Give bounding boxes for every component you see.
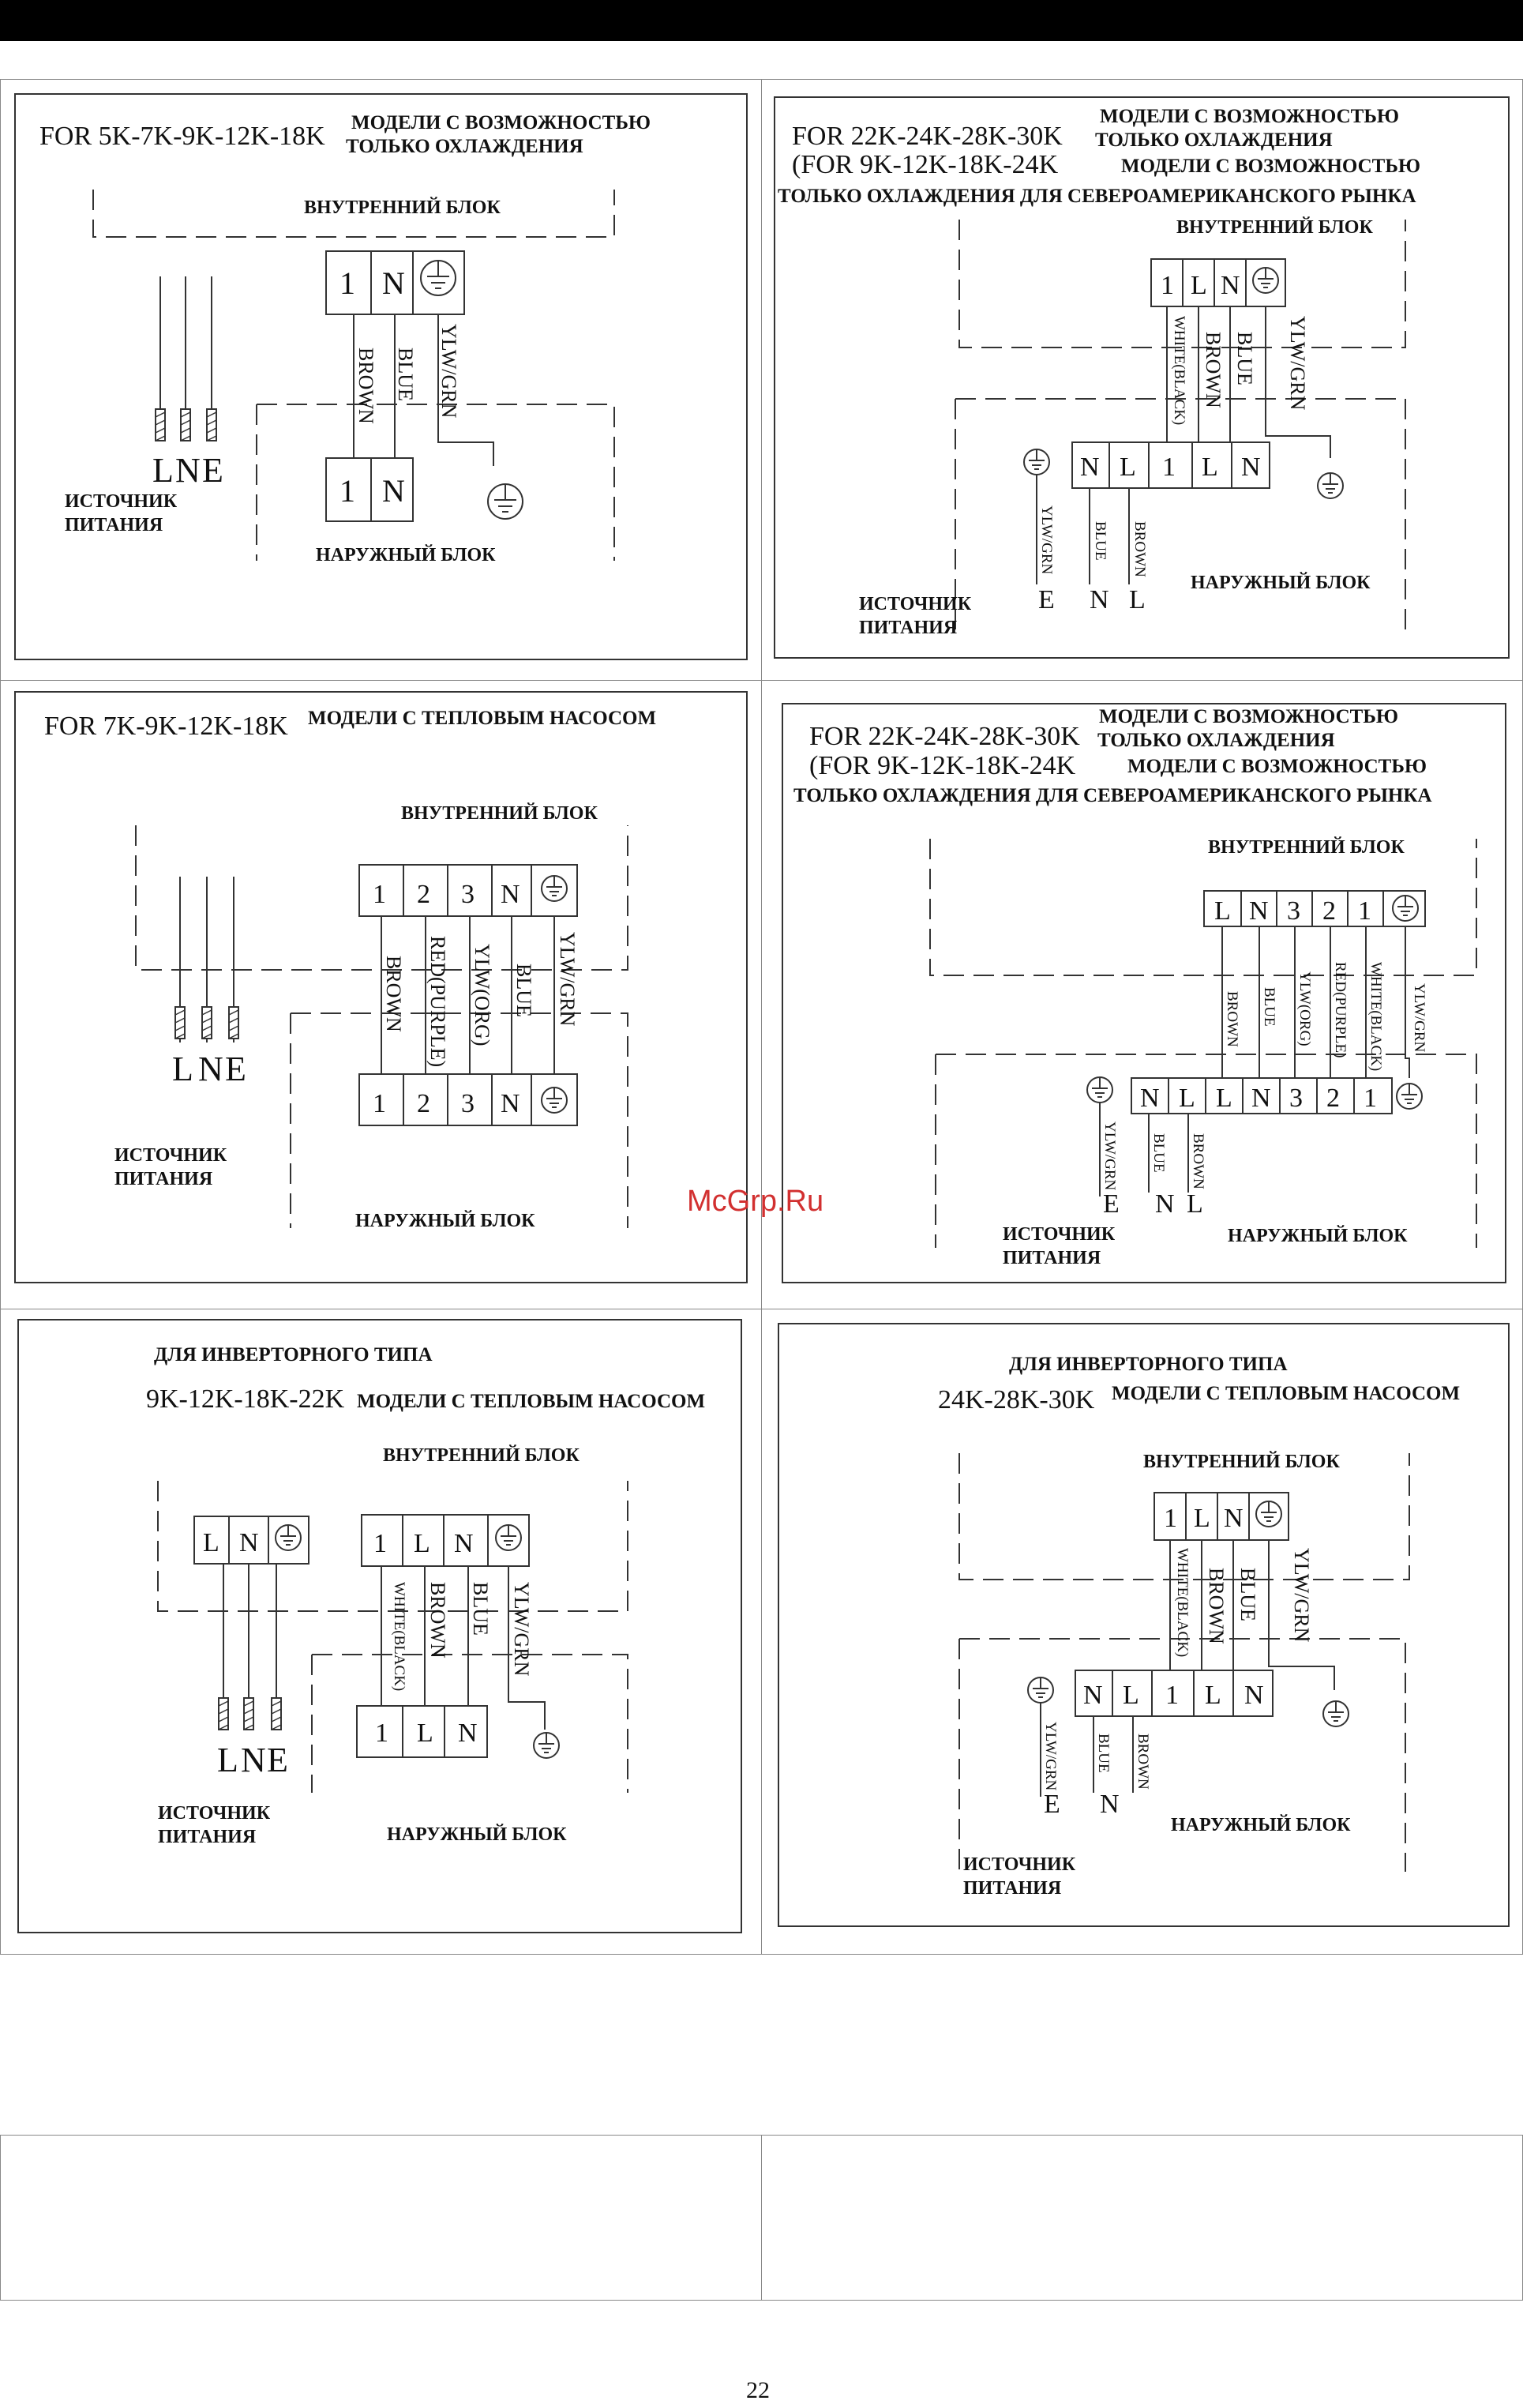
d4-wire-label: YLW/GRN (1411, 983, 1427, 1053)
d3-n: N (198, 1050, 223, 1088)
d5-e: E (267, 1741, 288, 1779)
d5-term: N (458, 1719, 478, 1748)
d2-ru-1: МОДЕЛИ С ВОЗМОЖНОСТЬЮ (1100, 106, 1400, 127)
d4-wire-label: WHITE(BLACK) (1367, 962, 1384, 1072)
d6-source-1: ИСТОЧНИК (963, 1854, 1076, 1875)
d2-source-1: ИСТОЧНИК (859, 594, 972, 614)
d2-source-2: ПИТАНИЯ (859, 618, 958, 638)
diagram-2 (778, 106, 1420, 638)
d4-term: 1 (1358, 896, 1371, 926)
d5-wire-label: YLW/GRN (510, 1582, 533, 1677)
d5-term: N (239, 1528, 259, 1557)
d6-wire-label: BLUE (1236, 1568, 1259, 1621)
d4-ru-3: МОДЕЛИ С ВОЗМОЖНОСТЬЮ (1127, 756, 1427, 777)
d1-ru-2: ТОЛЬКО ОХЛАЖДЕНИЯ (346, 136, 583, 157)
d2-ru-3: МОДЕЛИ С ВОЗМОЖНОСТЬЮ (1121, 156, 1421, 177)
d5-wire-label: BLUE (469, 1582, 492, 1636)
d2-term: L (1191, 271, 1207, 300)
d5-outdoor-label: НАРУЖНЫЙ БЛОК (387, 1824, 567, 1845)
d4-term: N (1251, 1084, 1271, 1113)
d2-outdoor-label: НАРУЖНЫЙ БЛОК (1191, 573, 1371, 593)
d5-wire-label: BROWN (426, 1582, 449, 1659)
d5-term: L (203, 1528, 219, 1557)
d5-title: 9K-12K-18K-22K (146, 1384, 345, 1414)
d4-wire-label: BLUE (1261, 987, 1277, 1027)
d1-indoor-label: ВНУТРЕННИЙ БЛОК (304, 197, 501, 218)
d3-term: 1 (373, 880, 386, 909)
d6-wire-label: BROWN (1135, 1734, 1151, 1790)
d1-term: N (382, 473, 405, 509)
d1-term: 1 (339, 473, 355, 509)
d2-title-2: (FOR 9K-12K-18K-24K (792, 150, 1059, 179)
d3-outdoor-label: НАРУЖНЫЙ БЛОК (355, 1211, 535, 1231)
d5-source-2: ПИТАНИЯ (158, 1827, 257, 1847)
d6-indoor-label: ВНУТРЕННИЙ БЛОК (1143, 1452, 1340, 1472)
d6-term: 1 (1164, 1504, 1177, 1533)
diagram-3 (44, 708, 656, 1231)
d3-wire-label: BROWN (382, 956, 405, 1032)
d4-n: N (1155, 1189, 1175, 1219)
d5-ru-1: МОДЕЛИ С ТЕПЛОВЫМ НАСОСОМ (357, 1391, 706, 1412)
d2-indoor-label: ВНУТРЕННИЙ БЛОК (1176, 217, 1373, 238)
d4-wire-label: YLW(ORG) (1296, 971, 1313, 1046)
d3-term: 2 (417, 880, 430, 909)
d5-term: L (417, 1719, 433, 1748)
d3-source-2: ПИТАНИЯ (114, 1169, 213, 1189)
d1-ru-1: МОДЕЛИ С ВОЗМОЖНОСТЬЮ (351, 112, 651, 133)
d1-term: N (382, 265, 405, 301)
d5-term: 1 (373, 1529, 387, 1558)
d1-l: L (152, 451, 174, 490)
d1-source-2: ПИТАНИЯ (65, 515, 163, 535)
d6-term: N (1083, 1681, 1103, 1710)
d3-source-1: ИСТОЧНИК (114, 1145, 227, 1166)
d3-l: L (172, 1050, 193, 1088)
d3-term: 1 (373, 1089, 386, 1118)
d6-term: 1 (1165, 1681, 1179, 1710)
d2-n: N (1090, 585, 1109, 614)
d5-term: N (454, 1529, 474, 1558)
d1-n: N (175, 451, 201, 490)
d4-ru-2: ТОЛЬКО ОХЛАЖДЕНИЯ (1097, 730, 1335, 751)
d5-type: ДЛЯ ИНВЕРТОРНОГО ТИПА (154, 1344, 433, 1366)
d4-wire-label: BROWN (1190, 1133, 1206, 1189)
diagram-1 (39, 112, 651, 565)
d2-term: 1 (1161, 271, 1174, 300)
d5-term: 1 (375, 1719, 388, 1748)
d3-e: E (225, 1050, 246, 1088)
d4-term: N (1140, 1084, 1160, 1113)
d3-wire-label: YLW(ORG) (471, 944, 493, 1046)
d1-source-1: ИСТОЧНИК (65, 491, 178, 512)
d4-term: 3 (1289, 1084, 1303, 1113)
d4-term: N (1249, 896, 1269, 926)
d3-term: 3 (461, 880, 475, 909)
d2-title-1: FOR 22K-24K-28K-30K (792, 122, 1063, 151)
d4-e: E (1103, 1189, 1120, 1219)
d4-ru-4: ТОЛЬКО ОХЛАЖДЕНИЯ ДЛЯ СЕВЕРОАМЕРИКАНСКОГО РЫНКА (793, 785, 1432, 806)
d2-wire-label: BROWN (1202, 332, 1225, 408)
d4-term: 2 (1326, 1084, 1340, 1113)
d4-source-2: ПИТАНИЯ (1003, 1248, 1101, 1268)
d2-ru-2: ТОЛЬКО ОХЛАЖДЕНИЯ (1095, 130, 1333, 151)
d5-l: L (217, 1741, 238, 1779)
d2-wire-label: BLUE (1233, 332, 1256, 385)
d5-wire-label: WHITE(BLACK) (391, 1582, 407, 1692)
d6-wire-label: BROWN (1205, 1568, 1228, 1644)
d2-wire-label: YLW/GRN (1038, 505, 1055, 575)
d1-wire-label: BLUE (394, 347, 417, 401)
d6-term: L (1194, 1504, 1210, 1533)
d4-wire-label: BROWN (1224, 991, 1240, 1047)
d5-source-1: ИСТОЧНИК (158, 1803, 271, 1824)
d3-term: 3 (461, 1089, 475, 1118)
d2-wire-label: YLW/GRN (1286, 316, 1309, 411)
d4-term: 2 (1322, 896, 1336, 926)
d3-wire-label: YLW/GRN (556, 932, 579, 1027)
d1-outdoor-label: НАРУЖНЫЙ БЛОК (316, 545, 496, 565)
d3-term: 2 (417, 1089, 430, 1118)
d4-term: L (1214, 896, 1231, 926)
d3-wire-label: RED(PURPLE) (426, 936, 449, 1068)
d4-term: L (1216, 1084, 1232, 1113)
d6-term: N (1244, 1681, 1264, 1710)
d1-wire-label: YLW/GRN (437, 324, 460, 419)
d4-l: L (1187, 1189, 1203, 1219)
d6-title: 24K-28K-30K (938, 1385, 1095, 1414)
d4-wire-label: BLUE (1150, 1133, 1167, 1173)
d2-term: N (1221, 271, 1240, 300)
d5-indoor-label: ВНУТРЕННИЙ БЛОК (383, 1445, 580, 1466)
d4-ru-1: МОДЕЛИ С ВОЗМОЖНОСТЬЮ (1099, 706, 1399, 727)
d1-term: 1 (339, 265, 355, 301)
d4-term: 1 (1364, 1084, 1377, 1113)
d6-term: L (1205, 1681, 1221, 1710)
d2-e: E (1038, 585, 1055, 614)
page-number: 22 (746, 2377, 770, 2403)
diagram-6 (938, 1354, 1460, 1899)
d4-term: L (1179, 1084, 1195, 1113)
d3-indoor-label: ВНУТРЕННИЙ БЛОК (401, 803, 598, 824)
d2-term: N (1241, 453, 1261, 482)
d4-term: 3 (1287, 896, 1300, 926)
d5-n: N (241, 1741, 266, 1779)
d3-title: FOR 7K-9K-12K-18K (44, 712, 288, 741)
d1-wire-label: BROWN (354, 347, 377, 424)
d1-e: E (202, 451, 223, 490)
d6-n: N (1100, 1790, 1120, 1819)
d2-wire-label: WHITE(BLACK) (1171, 316, 1187, 426)
d6-type: ДЛЯ ИНВЕРТОРНОГО ТИПА (1009, 1354, 1288, 1375)
d2-wire-label: BLUE (1092, 521, 1108, 561)
d3-term: N (501, 880, 520, 909)
watermark: McGrp.Ru (687, 1185, 824, 1218)
d1-title: FOR 5K-7K-9K-12K-18K (39, 122, 325, 151)
d6-wire-label: WHITE(BLACK) (1174, 1548, 1191, 1658)
d6-outdoor-label: НАРУЖНЫЙ БЛОК (1171, 1815, 1351, 1835)
d2-wire-label: BROWN (1131, 521, 1148, 577)
d4-title-1: FOR 22K-24K-28K-30K (809, 722, 1080, 751)
d2-ru-4: ТОЛЬКО ОХЛАЖДЕНИЯ ДЛЯ СЕВЕРОАМЕРИКАНСКОГО РЫНКА (778, 186, 1416, 207)
d3-wire-label: BLUE (512, 964, 535, 1017)
d2-term: 1 (1162, 453, 1176, 482)
d6-wire-label: YLW/GRN (1042, 1722, 1059, 1791)
diagram-4 (793, 706, 1476, 1268)
d6-source-2: ПИТАНИЯ (963, 1878, 1062, 1899)
d6-wire-label: BLUE (1095, 1734, 1112, 1773)
d6-term: L (1123, 1681, 1139, 1710)
d5-term: L (414, 1529, 430, 1558)
d4-indoor-label: ВНУТРЕННИЙ БЛОК (1208, 837, 1405, 858)
d2-term: L (1202, 453, 1218, 482)
d4-source-1: ИСТОЧНИК (1003, 1224, 1116, 1245)
d2-term: N (1080, 453, 1100, 482)
d6-ru-1: МОДЕЛИ С ТЕПЛОВЫМ НАСОСОМ (1112, 1383, 1461, 1404)
d6-term: N (1224, 1504, 1244, 1533)
d3-ru-1: МОДЕЛИ С ТЕПЛОВЫМ НАСОСОМ (308, 708, 657, 729)
d6-e: E (1044, 1790, 1060, 1819)
diagram-5 (146, 1344, 705, 1847)
d6-wire-label: YLW/GRN (1290, 1548, 1313, 1643)
d4-title-2: (FOR 9K-12K-18K-24K (809, 751, 1076, 780)
d2-l: L (1129, 585, 1146, 614)
d2-term: L (1120, 453, 1136, 482)
d4-wire-label: RED(PURPLE) (1332, 962, 1349, 1058)
d4-outdoor-label: НАРУЖНЫЙ БЛОК (1228, 1226, 1408, 1246)
d4-wire-label: YLW/GRN (1101, 1121, 1118, 1191)
d3-term: N (501, 1089, 520, 1118)
